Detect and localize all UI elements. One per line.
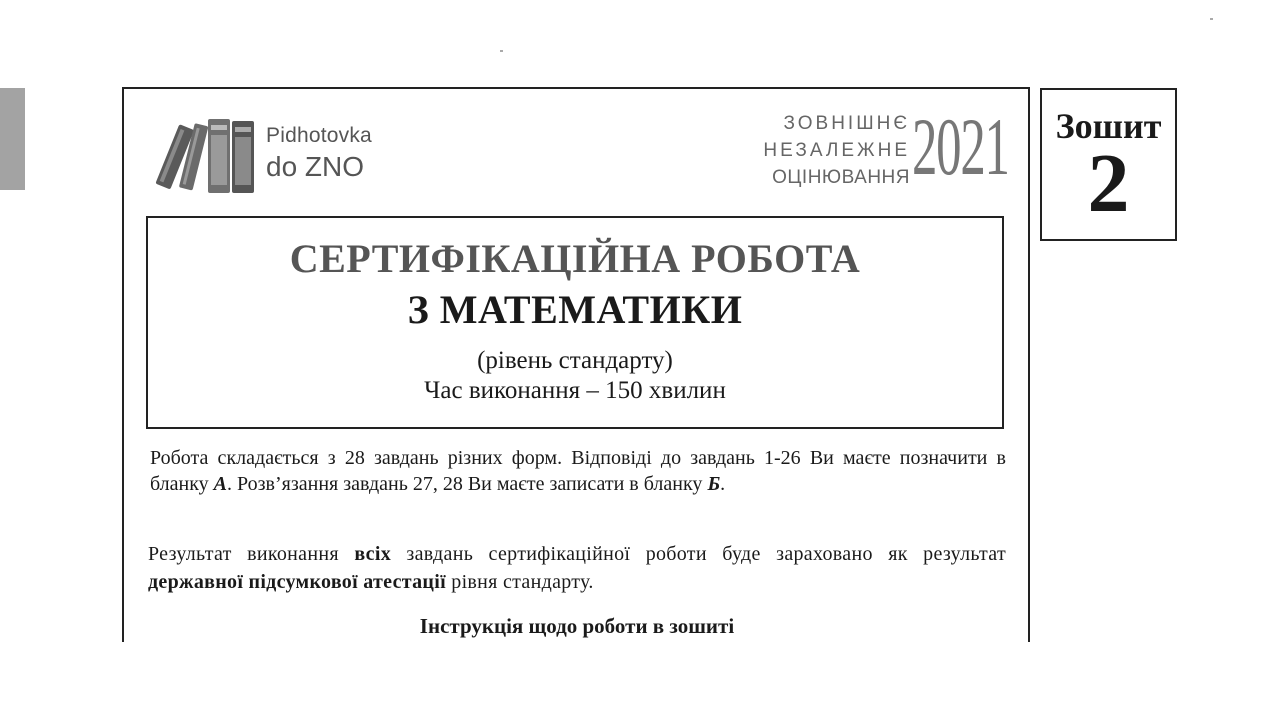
logo-subtitle: do ZNO: [266, 151, 365, 182]
books-icon: [150, 115, 260, 195]
blank-b-label: Б: [707, 473, 721, 495]
notebook-number: 2: [1087, 137, 1130, 230]
zno-line-3: ОЦІНЮВАННЯ: [772, 167, 910, 188]
zno-line-1: ЗОВНІШНЄ: [783, 113, 910, 134]
p2-bold-attestation: державної підсумкової атестації: [148, 571, 446, 593]
scan-speck: [1210, 18, 1213, 20]
p1-text-3: .: [720, 473, 726, 495]
side-bar: [0, 88, 25, 190]
title-box: [146, 216, 1004, 429]
instructions-paragraph-1: [150, 445, 1006, 497]
pidhotovka-logo: [150, 115, 410, 195]
notebook-label: Зошит: [1055, 106, 1162, 146]
section-heading: Інструкція щодо роботи в зошиті: [419, 614, 735, 638]
p1-text-1: Робота складається з 28 завдань різних форм. Відповіді до завдань 1-26 Ви маєте позначити в бланку: [150, 447, 1006, 495]
blank-a-label: А: [213, 473, 228, 495]
scan-speck: [500, 50, 503, 52]
zno-line-2: НЕЗАЛЕЖНЕ: [763, 140, 910, 161]
p2-text-3: рівня стандарту.: [445, 571, 594, 593]
p1-text-2: . Розв’язання завдань 27, 28 Ви маєте записати в бланку: [227, 473, 708, 495]
notebook-box: [1040, 88, 1177, 241]
logo-title: Pidhotovka: [266, 124, 372, 147]
title-duration: Час виконання – 150 хвилин: [424, 377, 726, 404]
zno-header: [744, 101, 1009, 196]
page-cut-area: [0, 642, 1280, 720]
p2-text-2: завдань сертифікаційної роботи буде зараховано як результат: [391, 543, 1006, 565]
title-subject: З МАТЕМАТИКИ: [407, 287, 743, 332]
p2-text-1: Результат виконання: [148, 543, 355, 565]
p2-bold-all: всіх: [354, 543, 391, 565]
title-certification: СЕРТИФІКАЦІЙНА РОБОТА: [289, 236, 861, 281]
title-level: (рівень стандарту): [477, 347, 673, 374]
zno-year: 2021: [912, 101, 1009, 192]
instructions-paragraph-2: [148, 540, 1006, 596]
